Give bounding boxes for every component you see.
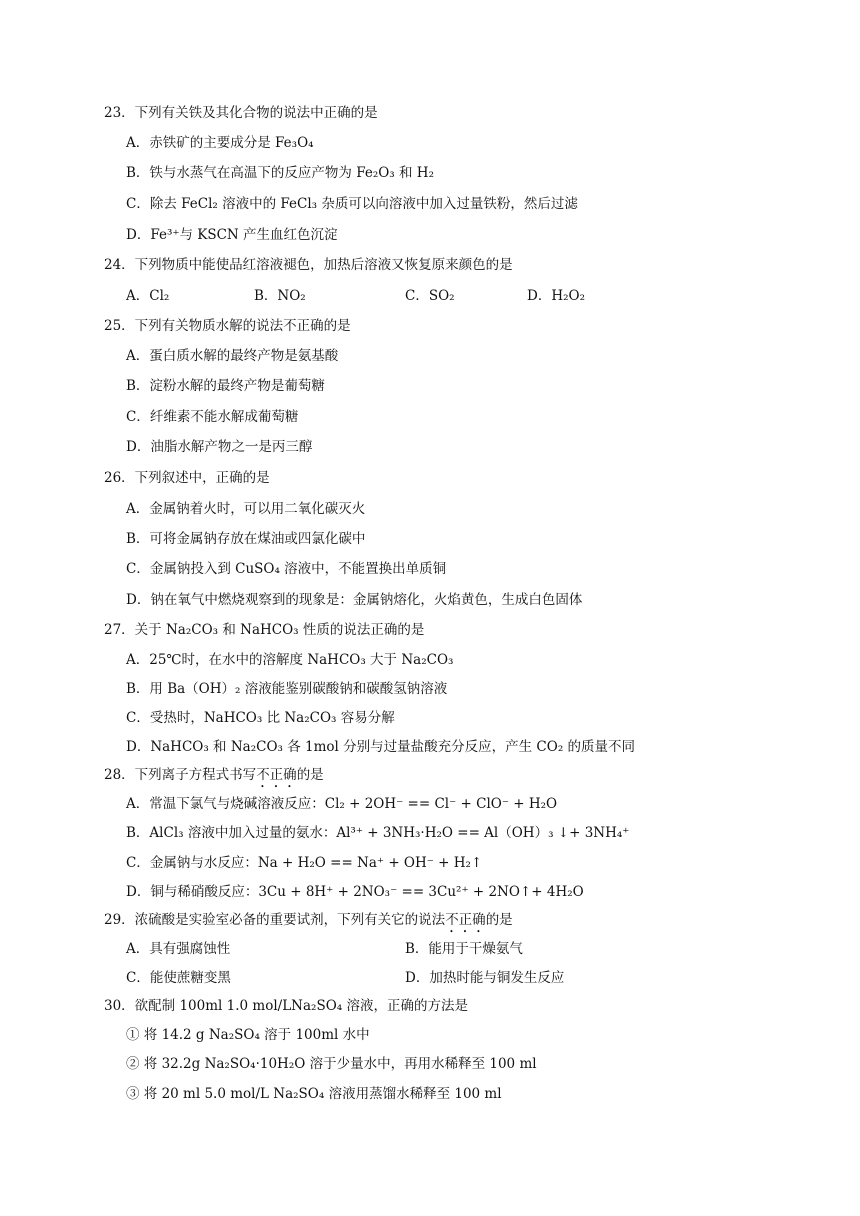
question-23-option-a: A．赤铁矿的主要成分是 Fe₃O₄ [126, 135, 314, 151]
question-24-option-c: C．SO₂ [405, 288, 455, 304]
question-29-stem [104, 910, 513, 936]
question-30-method-1: ① 将 14.2 g Na₂SO₄ 溶于 100ml 水中 [126, 1027, 370, 1043]
question-30-method-3: ③ 将 20 ml 5.0 mol/L Na₂SO₄ 溶液用蒸馏水稀释至 100 ml [126, 1086, 502, 1102]
stem-text-end: 的是 [296, 767, 324, 783]
question-23-option-d: D．Fe³⁺与 KSCN 产生血红色沉淀 [126, 227, 338, 243]
question-28-stem [104, 765, 324, 791]
question-29-option-d: D．加热时能与铜发生反应 [405, 970, 565, 986]
stem-text: 28．下列离子方程式书写 [104, 767, 257, 783]
question-27-option-a: A．25℃时，在水中的溶解度 NaHCO₃ 大于 Na₂CO₃ [126, 652, 454, 668]
stem-text-end: 的是 [485, 912, 513, 928]
question-29-option-a: A．具有强腐蚀性 [126, 941, 231, 957]
question-24-option-a: A．Cl₂ [126, 288, 170, 304]
question-27-option-d: D．NaHCO₃ 和 Na₂CO₃ 各 1mol 分别与过量盐酸充分反应，产生 CO₂ 的质量不同 [126, 739, 636, 755]
question-26-option-c: C．金属钠投入到 CuSO₄ 溶液中，不能置换出单质铜 [126, 561, 447, 577]
question-24-option-b: B．NO₂ [254, 288, 306, 304]
question-28-option-b: B．AlCl₃ 溶液中加入过量的氨水：Al³⁺ + 3NH₃·H₂O == Al（OH）₃ ↓+ 3NH₄⁺ [126, 825, 630, 841]
question-26-option-b: B．可将金属钠存放在煤油或四氯化碳中 [126, 531, 366, 547]
question-28-option-d: D．铜与稀硝酸反应：3Cu + 8H⁺ + 2NO₃⁻ == 3Cu²⁺ + 2NO↑+ 4H₂O [126, 884, 584, 900]
question-26-stem: 26．下列叙述中，正确的是 [104, 470, 270, 486]
question-30-stem: 30．欲配制 100ml 1.0 mol/LNa₂SO₄ 溶液，正确的方法是 [104, 998, 468, 1014]
emphasis-not-correct: 不正确 [256, 767, 297, 783]
question-25-option-d: D．油脂水解产物之一是丙三醇 [126, 439, 313, 455]
question-25-option-a: A．蛋白质水解的最终产物是氨基酸 [126, 348, 339, 364]
question-23-stem: 23．下列有关铁及其化合物的说法中正确的是 [104, 105, 378, 121]
question-26-option-a: A．金属钠着火时，可以用二氧化碳灭火 [126, 501, 366, 517]
question-29-option-b: B．能用于干燥氨气 [405, 941, 523, 957]
stem-text: 29．浓硫酸是实验室必备的重要试剂，下列有关它的说法 [104, 912, 446, 928]
question-23-option-c: C．除去 FeCl₂ 溶液中的 FeCl₃ 杂质可以向溶液中加入过量铁粉，然后过滤 [126, 196, 578, 212]
question-26-option-d: D．钠在氧气中燃烧观察到的现象是：金属钠熔化，火焰黄色，生成白色固体 [126, 592, 583, 608]
question-28-option-c: C．金属钠与水反应：Na + H₂O == Na⁺ + OH⁻ + H₂↑ [126, 855, 483, 871]
question-27-stem: 27．关于 Na₂CO₃ 和 NaHCO₃ 性质的说法正确的是 [104, 622, 425, 638]
question-27-option-b: B．用 Ba（OH）₂ 溶液能鉴别碳酸钠和碳酸氢钠溶液 [126, 681, 448, 697]
question-27-option-c: C．受热时，NaHCO₃ 比 Na₂CO₃ 容易分解 [126, 710, 395, 726]
question-30-method-2: ② 将 32.2g Na₂SO₄·10H₂O 溶于少量水中，再用水稀释至 100 ml [126, 1056, 537, 1072]
question-25-stem: 25．下列有关物质水解的说法不正确的是 [104, 318, 351, 334]
question-24-stem: 24．下列物质中能使品红溶液褪色，加热后溶液又恢复原来颜色的是 [104, 257, 513, 273]
question-23-option-b: B．铁与水蒸气在高温下的反应产物为 Fe₂O₃ 和 H₂ [126, 165, 434, 181]
question-24-option-d: D．H₂O₂ [527, 288, 585, 304]
question-25-option-b: B．淀粉水解的最终产物是葡萄糖 [126, 378, 325, 394]
question-25-option-c: C．纤维素不能水解成葡萄糖 [126, 409, 299, 425]
question-29-option-c: C．能使蔗糖变黑 [126, 970, 231, 986]
question-28-option-a: A．常温下氯气与烧碱溶液反应：Cl₂ + 2OH⁻ == Cl⁻ + ClO⁻ + H₂O [126, 796, 558, 812]
emphasis-not-correct: 不正确 [445, 912, 486, 928]
